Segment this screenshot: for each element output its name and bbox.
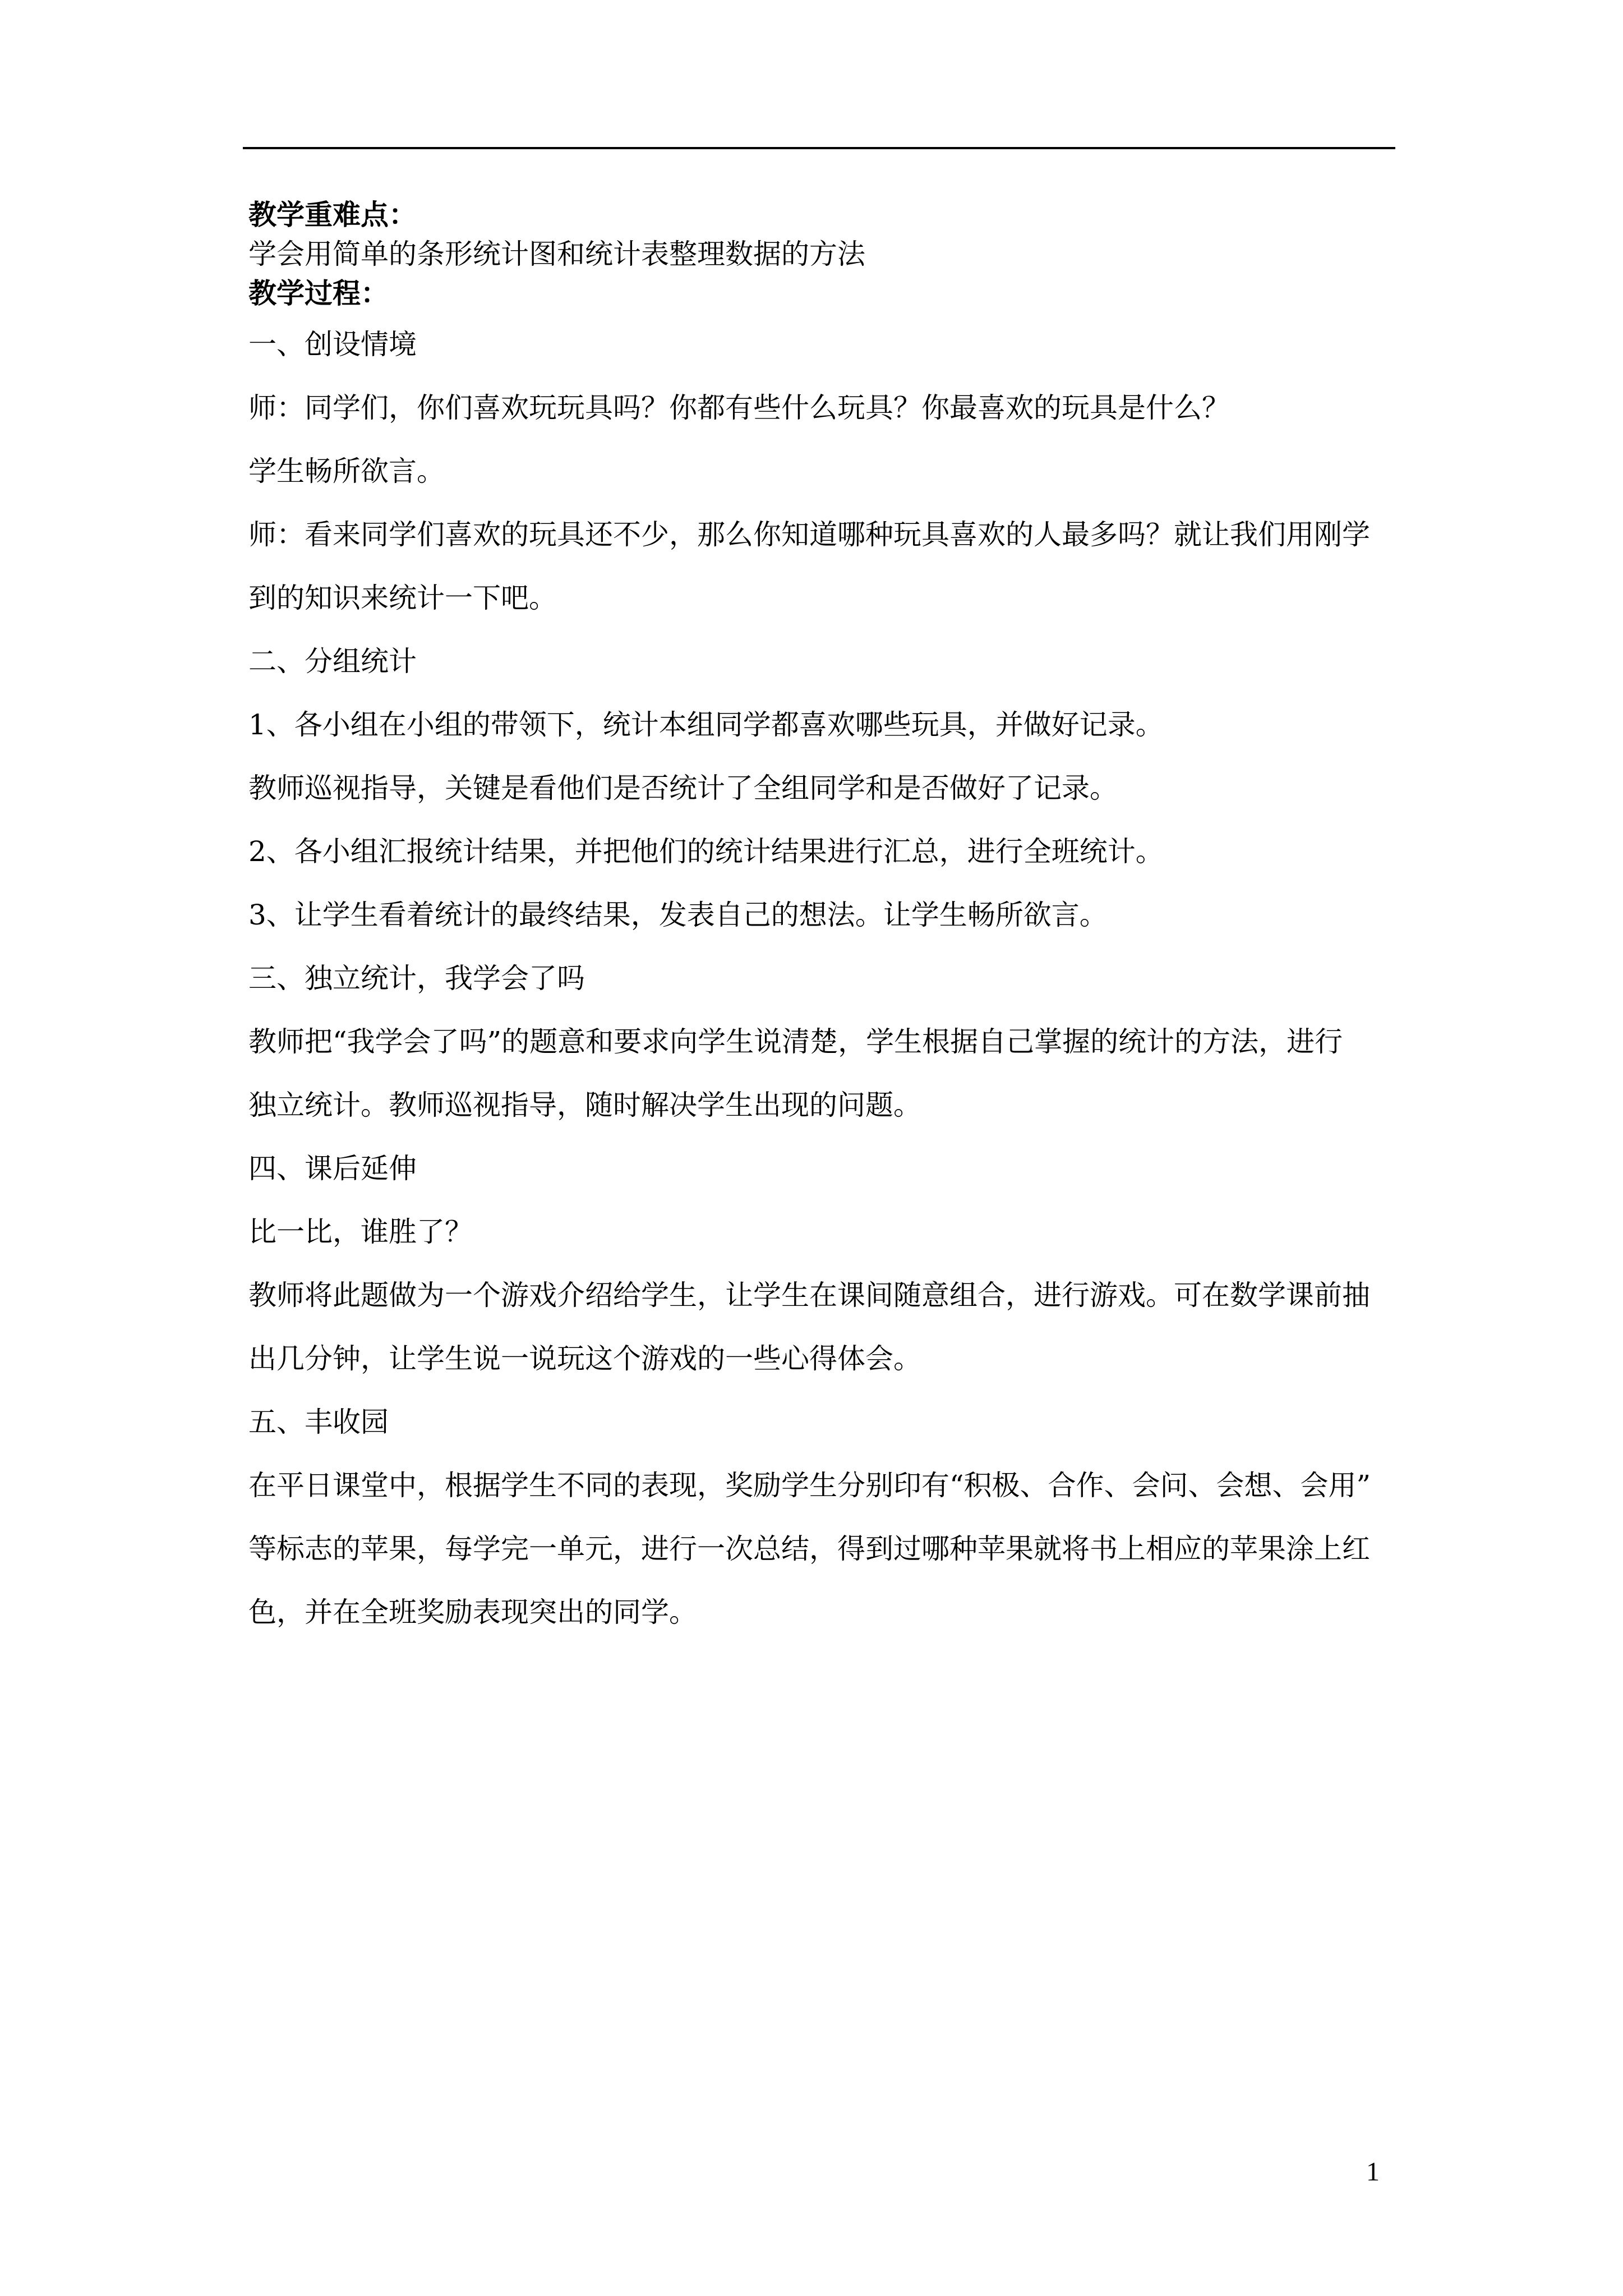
paragraph-line: 教师把“我学会了吗”的题意和要求向学生说清楚，学生根据自己掌握的统计的方法，进行 [248, 1025, 1343, 1058]
section-heading-2: 二、分组统计 [248, 645, 417, 678]
paragraph-line: 学生畅所欲言。 [248, 455, 445, 487]
section-heading-3: 三、独立统计，我学会了吗 [248, 962, 585, 995]
paragraph-line: 3、让学生看着统计的最终结果，发表自己的想法。让学生畅所欲言。 [248, 899, 1108, 931]
process-heading: 教学过程： [248, 277, 389, 310]
paragraph-line: 师：同学们，你们喜欢玩玩具吗？你都有些什么玩具？你最喜欢的玩具是什么？ [248, 392, 1230, 424]
paragraph-line: 到的知识来统计一下吧。 [248, 582, 557, 614]
paragraph-line: 2、各小组汇报统计结果，并把他们的统计结果进行汇总，进行全班统计。 [248, 835, 1164, 868]
section-heading-5: 五、丰收园 [248, 1406, 389, 1438]
paragraph-line: 出几分钟，让学生说一说玩这个游戏的一些心得体会。 [248, 1342, 921, 1375]
key-points-heading: 教学重难点： [248, 198, 417, 231]
document-body [248, 195, 1395, 1644]
paragraph-line: 教师巡视指导，关键是看他们是否统计了全组同学和是否做好了记录。 [248, 772, 1118, 804]
section-heading-1: 一、创设情境 [248, 328, 417, 361]
page-number: 1 [1366, 2157, 1380, 2187]
paragraph-line: 色，并在全班奖励表现突出的同学。 [248, 1596, 697, 1628]
paragraph-line: 在平日课堂中，根据学生不同的表现，奖励学生分别印有“积极、合作、会问、会想、会用” [248, 1469, 1371, 1502]
paragraph-line: 1、各小组在小组的带领下，统计本组同学都喜欢哪些玩具，并做好记录。 [248, 708, 1164, 741]
key-points-text: 学会用简单的条形统计图和统计表整理数据的方法 [248, 238, 865, 270]
section-heading-4: 四、课后延伸 [248, 1152, 417, 1185]
paragraph-line: 师：看来同学们喜欢的玩具还不少，那么你知道哪种玩具喜欢的人最多吗？就让我们用刚学 [248, 518, 1370, 551]
paragraph-line: 教师将此题做为一个游戏介绍给学生，让学生在课间随意组合，进行游戏。可在数学课前抽 [248, 1279, 1370, 1312]
header-rule [243, 147, 1395, 149]
paragraph-line: 等标志的苹果，每学完一单元，进行一次总结，得到过哪种苹果就将书上相应的苹果涂上红 [248, 1533, 1370, 1565]
paragraph-line: 比一比，谁胜了？ [248, 1216, 473, 1248]
paragraph-line: 独立统计。教师巡视指导，随时解决学生出现的问题。 [248, 1089, 921, 1121]
